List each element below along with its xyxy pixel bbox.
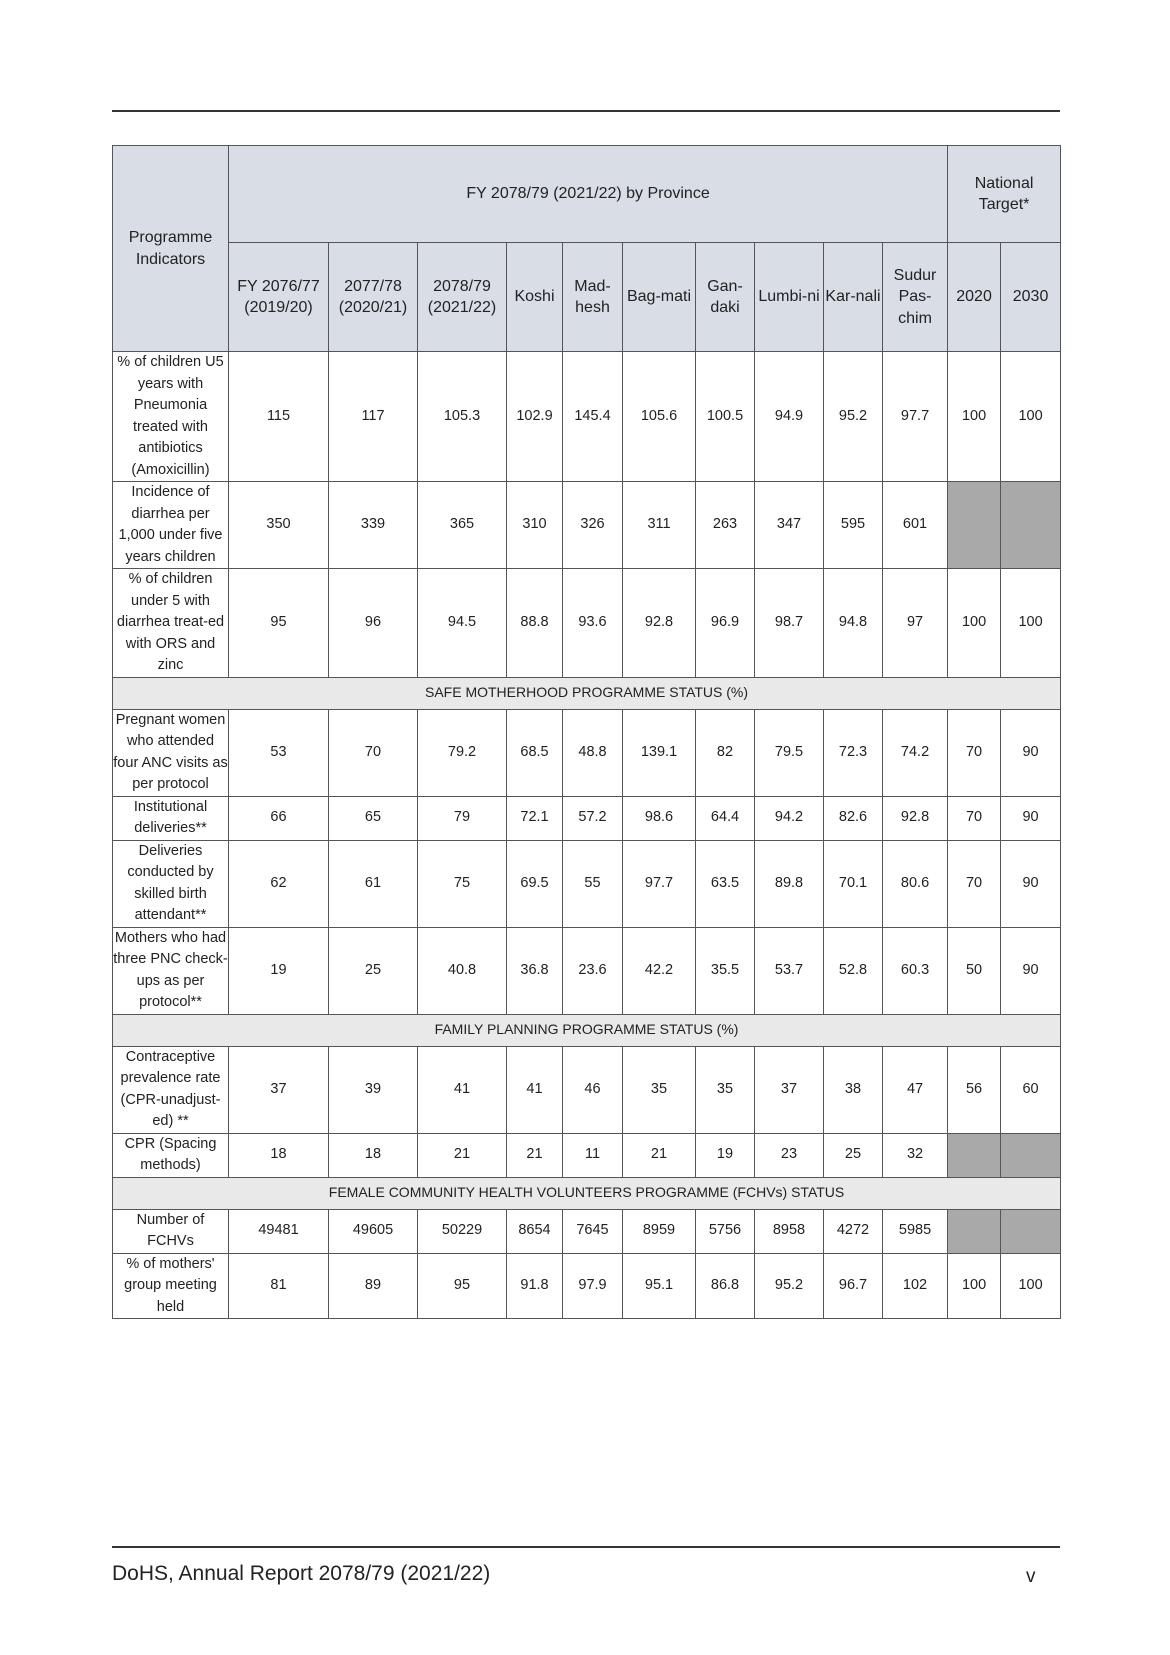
value-cell: 70.1 (824, 840, 883, 927)
indicator-cell: % of children U5 years with Pneumonia treated with antibiotics (Amoxicillin) (113, 352, 229, 482)
column-header: Mad-hesh (563, 243, 623, 352)
value-cell: 96 (329, 569, 418, 678)
indicator-cell: Institutional deliveries** (113, 796, 229, 840)
value-cell: 49605 (329, 1209, 418, 1253)
target-cell: 100 (1001, 569, 1061, 678)
value-cell: 94.5 (418, 569, 507, 678)
value-cell: 145.4 (563, 352, 623, 482)
value-cell: 60.3 (883, 927, 948, 1014)
value-cell: 25 (824, 1133, 883, 1177)
value-cell: 79.2 (418, 709, 507, 796)
value-cell: 53 (229, 709, 329, 796)
column-header: 2078/79 (2021/22) (418, 243, 507, 352)
indicator-cell: Contraceptive prevalence rate (CPR-unadjust-ed) ** (113, 1046, 229, 1133)
target-cell: 70 (948, 840, 1001, 927)
column-header: FY 2076/77 (2019/20) (229, 243, 329, 352)
value-cell: 66 (229, 796, 329, 840)
value-cell: 19 (696, 1133, 755, 1177)
header-national-target: National Target* (948, 146, 1061, 243)
value-cell: 21 (507, 1133, 563, 1177)
value-cell: 5985 (883, 1209, 948, 1253)
value-cell: 326 (563, 482, 623, 569)
value-cell: 102.9 (507, 352, 563, 482)
value-cell: 263 (696, 482, 755, 569)
value-cell: 41 (507, 1046, 563, 1133)
table-row (113, 796, 1061, 840)
table-row (113, 482, 1061, 569)
target-cell: 56 (948, 1046, 1001, 1133)
bottom-rule (112, 1546, 1060, 1548)
table-row (113, 709, 1061, 796)
target-cell: 70 (948, 796, 1001, 840)
value-cell: 339 (329, 482, 418, 569)
footer-report-title: DoHS, Annual Report 2078/79 (2021/22) (112, 1562, 491, 1585)
value-cell: 63.5 (696, 840, 755, 927)
indicator-cell: % of mothers' group meeting held (113, 1253, 229, 1319)
value-cell: 100.5 (696, 352, 755, 482)
value-cell: 23.6 (563, 927, 623, 1014)
value-cell: 69.5 (507, 840, 563, 927)
section-header: FAMILY PLANNING PROGRAMME STATUS (%) (113, 1014, 1061, 1046)
value-cell: 95 (229, 569, 329, 678)
value-cell: 74.2 (883, 709, 948, 796)
value-cell: 47 (883, 1046, 948, 1133)
value-cell: 347 (755, 482, 824, 569)
value-cell: 18 (329, 1133, 418, 1177)
target-cell: 100 (1001, 1253, 1061, 1319)
value-cell: 36.8 (507, 927, 563, 1014)
target-cell: 70 (948, 709, 1001, 796)
value-cell: 55 (563, 840, 623, 927)
target-column-header: 2030 (1001, 243, 1061, 352)
value-cell: 49481 (229, 1209, 329, 1253)
value-cell: 21 (418, 1133, 507, 1177)
value-cell: 105.3 (418, 352, 507, 482)
indicator-cell: % of children under 5 with diarrhea treat-ed with ORS and zinc (113, 569, 229, 678)
value-cell: 8654 (507, 1209, 563, 1253)
value-cell: 117 (329, 352, 418, 482)
column-header: Sudur Pas-chim (883, 243, 948, 352)
column-header: Koshi (507, 243, 563, 352)
target-cell: 90 (1001, 840, 1061, 927)
value-cell: 37 (229, 1046, 329, 1133)
value-cell: 11 (563, 1133, 623, 1177)
target-cell: 100 (948, 569, 1001, 678)
value-cell: 79.5 (755, 709, 824, 796)
value-cell: 105.6 (623, 352, 696, 482)
value-cell: 82.6 (824, 796, 883, 840)
value-cell: 72.1 (507, 796, 563, 840)
value-cell: 38 (824, 1046, 883, 1133)
target-cell: 100 (948, 1253, 1001, 1319)
target-cell: 100 (1001, 352, 1061, 482)
value-cell: 94.8 (824, 569, 883, 678)
table-row (113, 569, 1061, 678)
target-cell: 50 (948, 927, 1001, 1014)
value-cell: 65 (329, 796, 418, 840)
value-cell: 64.4 (696, 796, 755, 840)
target-cell-empty (1001, 1209, 1061, 1253)
top-rule (112, 110, 1060, 112)
value-cell: 42.2 (623, 927, 696, 1014)
value-cell: 46 (563, 1046, 623, 1133)
target-cell: 90 (1001, 709, 1061, 796)
value-cell: 21 (623, 1133, 696, 1177)
target-cell-empty (948, 482, 1001, 569)
value-cell: 95 (418, 1253, 507, 1319)
value-cell: 80.6 (883, 840, 948, 927)
indicator-cell: Incidence of diarrhea per 1,000 under five years children (113, 482, 229, 569)
value-cell: 70 (329, 709, 418, 796)
value-cell: 365 (418, 482, 507, 569)
column-header: 2077/78 (2020/21) (329, 243, 418, 352)
value-cell: 98.7 (755, 569, 824, 678)
value-cell: 32 (883, 1133, 948, 1177)
target-cell: 100 (948, 352, 1001, 482)
value-cell: 89 (329, 1253, 418, 1319)
value-cell: 601 (883, 482, 948, 569)
target-cell: 60 (1001, 1046, 1061, 1133)
column-header: Lumbi-ni (755, 243, 824, 352)
indicator-cell: Pregnant women who attended four ANC visits as per protocol (113, 709, 229, 796)
value-cell: 5756 (696, 1209, 755, 1253)
programme-indicators-table (112, 145, 1061, 1319)
table-row (113, 840, 1061, 927)
value-cell: 95.1 (623, 1253, 696, 1319)
value-cell: 595 (824, 482, 883, 569)
table-row (113, 1209, 1061, 1253)
value-cell: 89.8 (755, 840, 824, 927)
value-cell: 8959 (623, 1209, 696, 1253)
value-cell: 97.9 (563, 1253, 623, 1319)
target-column-header: 2020 (948, 243, 1001, 352)
value-cell: 39 (329, 1046, 418, 1133)
target-cell: 90 (1001, 796, 1061, 840)
value-cell: 19 (229, 927, 329, 1014)
value-cell: 35 (623, 1046, 696, 1133)
value-cell: 37 (755, 1046, 824, 1133)
value-cell: 40.8 (418, 927, 507, 1014)
value-cell: 311 (623, 482, 696, 569)
value-cell: 50229 (418, 1209, 507, 1253)
target-cell: 90 (1001, 927, 1061, 1014)
indicator-cell: Deliveries conducted by skilled birth attendant** (113, 840, 229, 927)
indicator-cell: CPR (Spacing methods) (113, 1133, 229, 1177)
value-cell: 4272 (824, 1209, 883, 1253)
value-cell: 102 (883, 1253, 948, 1319)
value-cell: 115 (229, 352, 329, 482)
value-cell: 35.5 (696, 927, 755, 1014)
value-cell: 139.1 (623, 709, 696, 796)
value-cell: 53.7 (755, 927, 824, 1014)
column-header: Bag-mati (623, 243, 696, 352)
table-row (113, 1046, 1061, 1133)
value-cell: 72.3 (824, 709, 883, 796)
value-cell: 95.2 (824, 352, 883, 482)
value-cell: 97 (883, 569, 948, 678)
header-fy-by-province: FY 2078/79 (2021/22) by Province (229, 146, 948, 243)
table-row (113, 1133, 1061, 1177)
value-cell: 25 (329, 927, 418, 1014)
value-cell: 79 (418, 796, 507, 840)
value-cell: 93.6 (563, 569, 623, 678)
value-cell: 82 (696, 709, 755, 796)
value-cell: 310 (507, 482, 563, 569)
value-cell: 81 (229, 1253, 329, 1319)
target-cell-empty (948, 1209, 1001, 1253)
value-cell: 75 (418, 840, 507, 927)
value-cell: 48.8 (563, 709, 623, 796)
value-cell: 52.8 (824, 927, 883, 1014)
value-cell: 96.7 (824, 1253, 883, 1319)
table-row (113, 352, 1061, 482)
header-programme-indicators: Programme Indicators (113, 146, 229, 352)
value-cell: 94.2 (755, 796, 824, 840)
value-cell: 91.8 (507, 1253, 563, 1319)
value-cell: 97.7 (883, 352, 948, 482)
value-cell: 41 (418, 1046, 507, 1133)
target-cell-empty (1001, 482, 1061, 569)
value-cell: 95.2 (755, 1253, 824, 1319)
indicator-cell: Mothers who had three PNC check-ups as per protocol** (113, 927, 229, 1014)
value-cell: 18 (229, 1133, 329, 1177)
table-row (113, 927, 1061, 1014)
value-cell: 68.5 (507, 709, 563, 796)
table-row (113, 1253, 1061, 1319)
target-cell-empty (948, 1133, 1001, 1177)
value-cell: 98.6 (623, 796, 696, 840)
indicator-cell: Number of FCHVs (113, 1209, 229, 1253)
target-cell-empty (1001, 1133, 1061, 1177)
value-cell: 94.9 (755, 352, 824, 482)
column-header: Kar-nali (824, 243, 883, 352)
value-cell: 92.8 (883, 796, 948, 840)
value-cell: 96.9 (696, 569, 755, 678)
value-cell: 23 (755, 1133, 824, 1177)
value-cell: 57.2 (563, 796, 623, 840)
value-cell: 61 (329, 840, 418, 927)
value-cell: 8958 (755, 1209, 824, 1253)
value-cell: 7645 (563, 1209, 623, 1253)
value-cell: 86.8 (696, 1253, 755, 1319)
value-cell: 35 (696, 1046, 755, 1133)
section-header: SAFE MOTHERHOOD PROGRAMME STATUS (%) (113, 677, 1061, 709)
page-number: v (1026, 1566, 1036, 1587)
column-header: Gan-daki (696, 243, 755, 352)
section-header: FEMALE COMMUNITY HEALTH VOLUNTEERS PROGRAMME (FCHVs) STATUS (113, 1177, 1061, 1209)
value-cell: 97.7 (623, 840, 696, 927)
value-cell: 62 (229, 840, 329, 927)
value-cell: 92.8 (623, 569, 696, 678)
value-cell: 88.8 (507, 569, 563, 678)
value-cell: 350 (229, 482, 329, 569)
